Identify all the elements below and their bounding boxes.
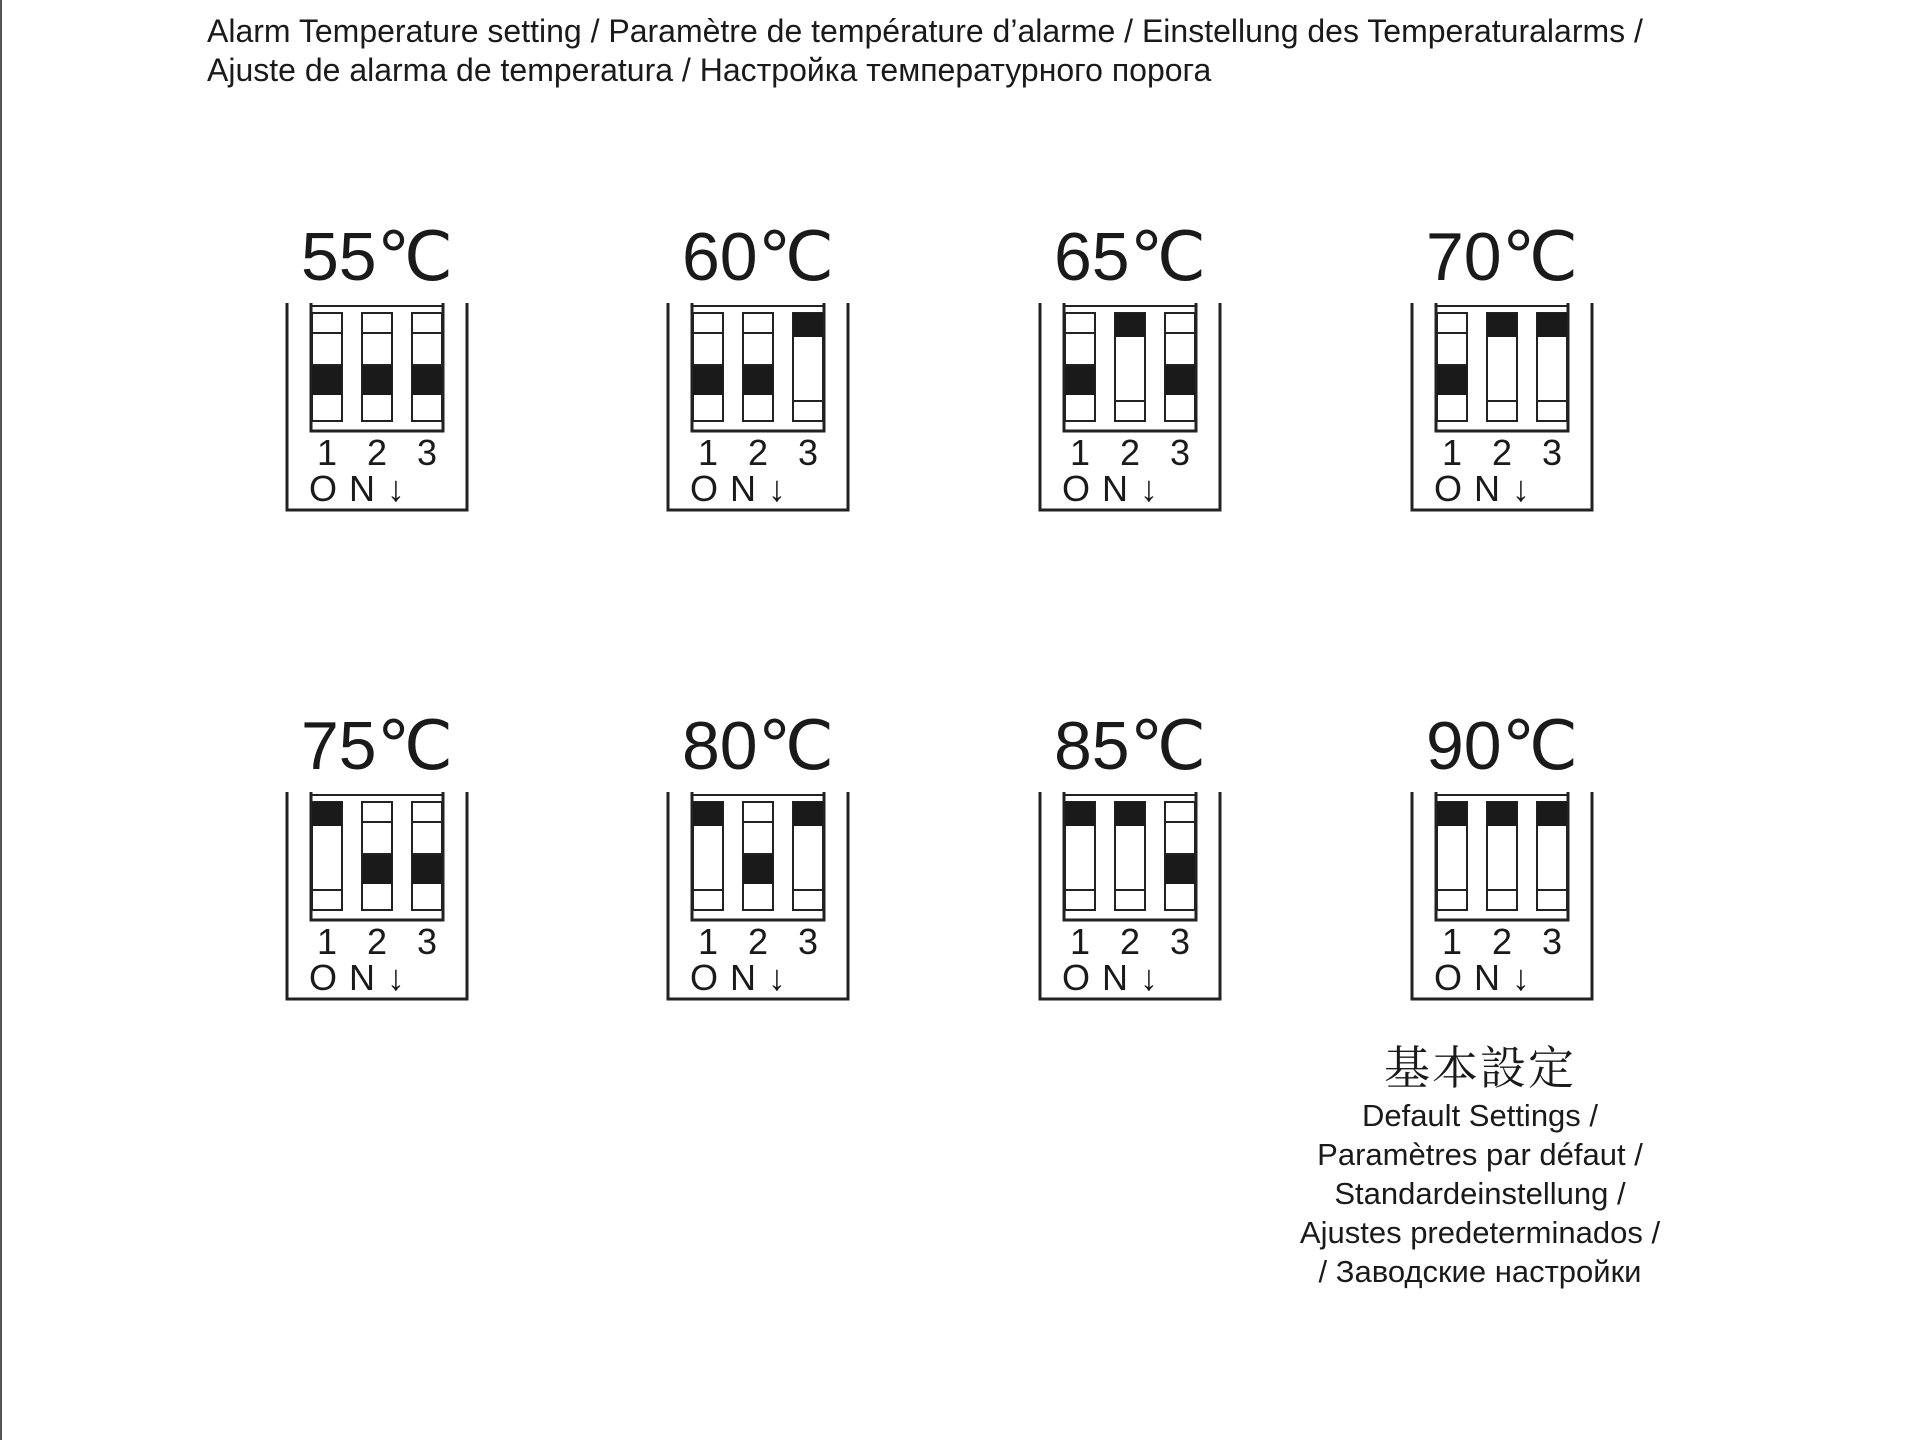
dip-switch-knob-on xyxy=(412,854,442,884)
switch-number-label: 2 xyxy=(747,921,769,962)
switch-number-label: 1 xyxy=(1069,921,1091,962)
on-direction-label: ON↓ xyxy=(1434,957,1542,998)
dip-switch-knob-on xyxy=(362,365,392,395)
switch-number-label: 3 xyxy=(797,432,819,473)
default-settings-line-fr: Paramètres par défaut / xyxy=(1317,1137,1643,1172)
default-settings-note xyxy=(1230,1040,1730,1291)
on-direction-label: ON↓ xyxy=(1062,468,1170,509)
switch-number-label: 3 xyxy=(1169,921,1191,962)
switch-number-label: 1 xyxy=(316,921,338,962)
dip-switch-knob-off xyxy=(793,802,823,826)
dip-switch-knob-off xyxy=(1537,313,1567,337)
header-line-2: Ajuste de alarma de temperatura / Настройка температурного порога xyxy=(207,52,1212,88)
header-line-1: Alarm Temperature setting / Paramètre de température d’alarme / Einstellung des Temperaturalarms / xyxy=(207,13,1643,49)
default-settings-line-en: Default Settings / xyxy=(1361,1098,1599,1133)
default-settings-cjk: 基本設定 xyxy=(1384,1041,1576,1095)
dip-switch-knob-on xyxy=(743,365,773,395)
on-direction-label: ON↓ xyxy=(690,468,798,509)
switch-number-label: 2 xyxy=(366,432,388,473)
dip-switch-knob-off xyxy=(1537,802,1567,826)
dip-switch-knob-on xyxy=(693,365,723,395)
temperature-label: 65℃ xyxy=(1053,219,1207,295)
switch-number-label: 1 xyxy=(1441,921,1463,962)
temperature-label: 55℃ xyxy=(300,219,454,295)
switch-number-label: 2 xyxy=(366,921,388,962)
on-direction-label: ON↓ xyxy=(1062,957,1170,998)
dip-switch-knob-on xyxy=(1165,854,1195,884)
dip-switch-knob-on xyxy=(1165,365,1195,395)
dip-switch-knob-off xyxy=(1065,802,1095,826)
dip-switch-knob-on xyxy=(312,365,342,395)
default-settings-line-es: Ajustes predeterminados / xyxy=(1299,1215,1661,1250)
dip-switch-knob-on xyxy=(1065,365,1095,395)
switch-number-label: 1 xyxy=(1069,432,1091,473)
default-settings-line-de: Standardeinstellung / xyxy=(1334,1176,1626,1211)
on-direction-label: ON↓ xyxy=(1434,468,1542,509)
switch-number-label: 1 xyxy=(1441,432,1463,473)
switch-number-label: 2 xyxy=(1119,921,1141,962)
on-direction-label: ON↓ xyxy=(309,468,417,509)
switch-number-label: 1 xyxy=(697,432,719,473)
switch-number-label: 2 xyxy=(1491,432,1513,473)
dip-switch-knob-on xyxy=(362,854,392,884)
temperature-label: 75℃ xyxy=(300,708,454,784)
temperature-label: 90℃ xyxy=(1425,708,1579,784)
dip-switch-knob-off xyxy=(1115,313,1145,337)
switch-number-label: 3 xyxy=(1169,432,1191,473)
dip-switch-knob-on xyxy=(412,365,442,395)
dip-switch-knob-on xyxy=(1437,365,1467,395)
switch-number-label: 3 xyxy=(797,921,819,962)
dip-switch-knob-off xyxy=(1487,802,1517,826)
switch-number-label: 1 xyxy=(697,921,719,962)
temperature-label: 70℃ xyxy=(1425,219,1579,295)
switch-number-label: 2 xyxy=(1119,432,1141,473)
switch-number-label: 3 xyxy=(1541,432,1563,473)
dip-switch-knob-off xyxy=(1487,313,1517,337)
on-direction-label: ON↓ xyxy=(690,957,798,998)
switch-number-label: 2 xyxy=(747,432,769,473)
dip-switch-knob-off xyxy=(1437,802,1467,826)
temperature-label: 60℃ xyxy=(681,219,835,295)
temperature-label: 85℃ xyxy=(1053,708,1207,784)
dip-switch-knob-off xyxy=(793,313,823,337)
switch-number-label: 3 xyxy=(1541,921,1563,962)
switch-number-label: 3 xyxy=(416,432,438,473)
temperature-label: 80℃ xyxy=(681,708,835,784)
switch-number-label: 1 xyxy=(316,432,338,473)
dip-switch-knob-off xyxy=(1115,802,1145,826)
switch-number-label: 2 xyxy=(1491,921,1513,962)
on-direction-label: ON↓ xyxy=(309,957,417,998)
default-settings-line-ru: / Заводские настройки xyxy=(1318,1254,1642,1289)
dip-switch-knob-off xyxy=(693,802,723,826)
switch-number-label: 3 xyxy=(416,921,438,962)
dip-switch-knob-off xyxy=(312,802,342,826)
dip-switch-knob-on xyxy=(743,854,773,884)
